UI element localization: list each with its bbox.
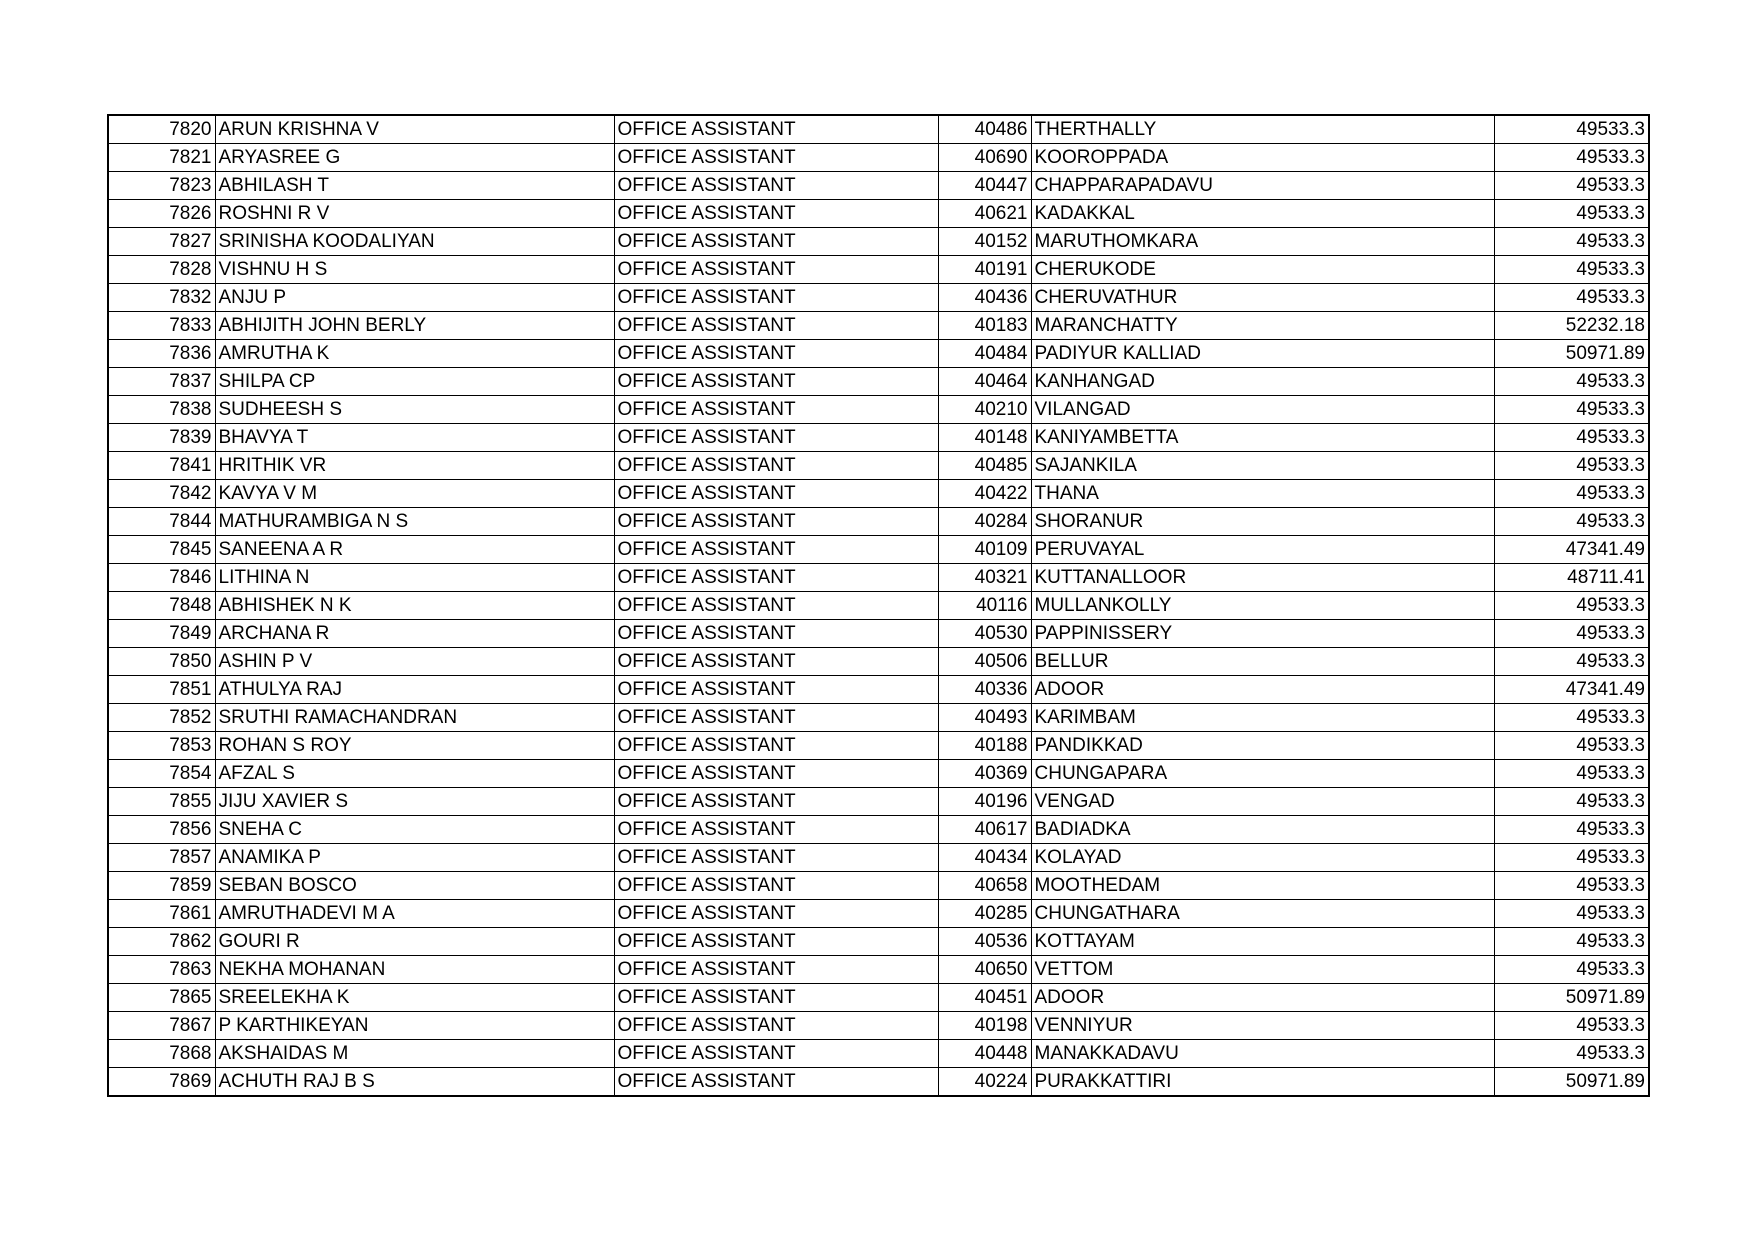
office-code-cell: 40196: [938, 788, 1031, 816]
employee-name-cell: SRUTHI RAMACHANDRAN: [215, 704, 614, 732]
employee-id-cell: 7859: [108, 872, 215, 900]
location-cell: CHUNGATHARA: [1031, 900, 1494, 928]
employee-id-cell: 7863: [108, 956, 215, 984]
employee-name-cell: SREELEKHA K: [215, 984, 614, 1012]
office-code-cell: 40617: [938, 816, 1031, 844]
employee-id-cell: 7837: [108, 368, 215, 396]
employee-id-cell: 7869: [108, 1068, 215, 1097]
location-cell: PURAKKATTIRI: [1031, 1068, 1494, 1097]
office-code-cell: 40198: [938, 1012, 1031, 1040]
designation-cell: OFFICE ASSISTANT: [614, 424, 938, 452]
employee-name-cell: ABHISHEK N K: [215, 592, 614, 620]
table-row: [108, 115, 1649, 144]
amount-cell: 48711.41: [1494, 564, 1649, 592]
employee-name-cell: JIJU XAVIER S: [215, 788, 614, 816]
office-code-cell: 40658: [938, 872, 1031, 900]
employee-id-cell: 7867: [108, 1012, 215, 1040]
table-row: [108, 1040, 1649, 1068]
designation-cell: OFFICE ASSISTANT: [614, 508, 938, 536]
table-row: [108, 480, 1649, 508]
designation-cell: OFFICE ASSISTANT: [614, 704, 938, 732]
designation-cell: OFFICE ASSISTANT: [614, 228, 938, 256]
designation-cell: OFFICE ASSISTANT: [614, 536, 938, 564]
table-row: [108, 592, 1649, 620]
office-code-cell: 40188: [938, 732, 1031, 760]
employee-name-cell: AFZAL S: [215, 760, 614, 788]
designation-cell: OFFICE ASSISTANT: [614, 368, 938, 396]
amount-cell: 47341.49: [1494, 536, 1649, 564]
employee-id-cell: 7853: [108, 732, 215, 760]
designation-cell: OFFICE ASSISTANT: [614, 1040, 938, 1068]
employee-id-cell: 7854: [108, 760, 215, 788]
table-row: [108, 508, 1649, 536]
amount-cell: 49533.3: [1494, 200, 1649, 228]
office-code-cell: 40650: [938, 956, 1031, 984]
location-cell: THANA: [1031, 480, 1494, 508]
employee-name-cell: AMRUTHA K: [215, 340, 614, 368]
office-code-cell: 40451: [938, 984, 1031, 1012]
amount-cell: 50971.89: [1494, 340, 1649, 368]
employee-id-cell: 7850: [108, 648, 215, 676]
designation-cell: OFFICE ASSISTANT: [614, 928, 938, 956]
amount-cell: 52232.18: [1494, 312, 1649, 340]
location-cell: BELLUR: [1031, 648, 1494, 676]
employee-id-cell: 7861: [108, 900, 215, 928]
amount-cell: 49533.3: [1494, 424, 1649, 452]
location-cell: SHORANUR: [1031, 508, 1494, 536]
table-row: [108, 172, 1649, 200]
location-cell: PANDIKKAD: [1031, 732, 1494, 760]
location-cell: VENGAD: [1031, 788, 1494, 816]
location-cell: CHAPPARAPADAVU: [1031, 172, 1494, 200]
amount-cell: 49533.3: [1494, 1040, 1649, 1068]
office-code-cell: 40321: [938, 564, 1031, 592]
amount-cell: 50971.89: [1494, 1068, 1649, 1097]
location-cell: VENNIYUR: [1031, 1012, 1494, 1040]
table-row: [108, 704, 1649, 732]
location-cell: CHERUKODE: [1031, 256, 1494, 284]
location-cell: CHERUVATHUR: [1031, 284, 1494, 312]
designation-cell: OFFICE ASSISTANT: [614, 1012, 938, 1040]
location-cell: KANIYAMBETTA: [1031, 424, 1494, 452]
amount-cell: 49533.3: [1494, 144, 1649, 172]
location-cell: MULLANKOLLY: [1031, 592, 1494, 620]
location-cell: BADIADKA: [1031, 816, 1494, 844]
amount-cell: 49533.3: [1494, 620, 1649, 648]
employee-id-cell: 7839: [108, 424, 215, 452]
office-code-cell: 40448: [938, 1040, 1031, 1068]
employee-id-cell: 7862: [108, 928, 215, 956]
table-row: [108, 312, 1649, 340]
employee-name-cell: P KARTHIKEYAN: [215, 1012, 614, 1040]
employee-name-cell: ROHAN S ROY: [215, 732, 614, 760]
amount-cell: 49533.3: [1494, 844, 1649, 872]
office-code-cell: 40183: [938, 312, 1031, 340]
office-code-cell: 40536: [938, 928, 1031, 956]
location-cell: SAJANKILA: [1031, 452, 1494, 480]
employee-id-cell: 7857: [108, 844, 215, 872]
table-row: [108, 844, 1649, 872]
location-cell: KADAKKAL: [1031, 200, 1494, 228]
amount-cell: 49533.3: [1494, 788, 1649, 816]
designation-cell: OFFICE ASSISTANT: [614, 564, 938, 592]
employee-name-cell: SEBAN BOSCO: [215, 872, 614, 900]
amount-cell: 49533.3: [1494, 284, 1649, 312]
office-code-cell: 40690: [938, 144, 1031, 172]
office-code-cell: 40447: [938, 172, 1031, 200]
employee-name-cell: ROSHNI R V: [215, 200, 614, 228]
amount-cell: 49533.3: [1494, 228, 1649, 256]
location-cell: VILANGAD: [1031, 396, 1494, 424]
employee-name-cell: ANAMIKA P: [215, 844, 614, 872]
employee-name-cell: HRITHIK VR: [215, 452, 614, 480]
table-row: [108, 452, 1649, 480]
amount-cell: 49533.3: [1494, 648, 1649, 676]
office-code-cell: 40530: [938, 620, 1031, 648]
location-cell: VETTOM: [1031, 956, 1494, 984]
employee-name-cell: AMRUTHADEVI M A: [215, 900, 614, 928]
office-code-cell: 40148: [938, 424, 1031, 452]
table-row: [108, 816, 1649, 844]
amount-cell: 49533.3: [1494, 172, 1649, 200]
amount-cell: 49533.3: [1494, 256, 1649, 284]
amount-cell: 49533.3: [1494, 956, 1649, 984]
designation-cell: OFFICE ASSISTANT: [614, 844, 938, 872]
table-row: [108, 228, 1649, 256]
amount-cell: 49533.3: [1494, 480, 1649, 508]
office-code-cell: 40284: [938, 508, 1031, 536]
designation-cell: OFFICE ASSISTANT: [614, 396, 938, 424]
designation-cell: OFFICE ASSISTANT: [614, 144, 938, 172]
designation-cell: OFFICE ASSISTANT: [614, 1068, 938, 1097]
designation-cell: OFFICE ASSISTANT: [614, 620, 938, 648]
office-code-cell: 40486: [938, 115, 1031, 144]
employee-id-cell: 7828: [108, 256, 215, 284]
table-row: [108, 760, 1649, 788]
designation-cell: OFFICE ASSISTANT: [614, 115, 938, 144]
office-code-cell: 40506: [938, 648, 1031, 676]
amount-cell: 49533.3: [1494, 396, 1649, 424]
office-code-cell: 40152: [938, 228, 1031, 256]
employee-id-cell: 7836: [108, 340, 215, 368]
amount-cell: 49533.3: [1494, 508, 1649, 536]
location-cell: ADOOR: [1031, 984, 1494, 1012]
designation-cell: OFFICE ASSISTANT: [614, 676, 938, 704]
table-row: [108, 1012, 1649, 1040]
employee-id-cell: 7865: [108, 984, 215, 1012]
employee-name-cell: ACHUTH RAJ B S: [215, 1068, 614, 1097]
designation-cell: OFFICE ASSISTANT: [614, 732, 938, 760]
employee-id-cell: 7823: [108, 172, 215, 200]
designation-cell: OFFICE ASSISTANT: [614, 984, 938, 1012]
office-code-cell: 40464: [938, 368, 1031, 396]
location-cell: KUTTANALLOOR: [1031, 564, 1494, 592]
table-row: [108, 620, 1649, 648]
designation-cell: OFFICE ASSISTANT: [614, 312, 938, 340]
employee-id-cell: 7848: [108, 592, 215, 620]
location-cell: MOOTHEDAM: [1031, 872, 1494, 900]
employee-name-cell: SNEHA C: [215, 816, 614, 844]
location-cell: PERUVAYAL: [1031, 536, 1494, 564]
employee-id-cell: 7868: [108, 1040, 215, 1068]
location-cell: MANAKKADAVU: [1031, 1040, 1494, 1068]
designation-cell: OFFICE ASSISTANT: [614, 452, 938, 480]
office-code-cell: 40369: [938, 760, 1031, 788]
table-row: [108, 928, 1649, 956]
office-code-cell: 40621: [938, 200, 1031, 228]
employee-id-cell: 7846: [108, 564, 215, 592]
designation-cell: OFFICE ASSISTANT: [614, 788, 938, 816]
amount-cell: 49533.3: [1494, 368, 1649, 396]
designation-cell: OFFICE ASSISTANT: [614, 340, 938, 368]
designation-cell: OFFICE ASSISTANT: [614, 956, 938, 984]
designation-cell: OFFICE ASSISTANT: [614, 172, 938, 200]
office-code-cell: 40434: [938, 844, 1031, 872]
table-row: [108, 732, 1649, 760]
office-code-cell: 40336: [938, 676, 1031, 704]
table-row: [108, 424, 1649, 452]
employee-id-cell: 7851: [108, 676, 215, 704]
location-cell: KANHANGAD: [1031, 368, 1494, 396]
location-cell: KOOROPPADA: [1031, 144, 1494, 172]
amount-cell: 50971.89: [1494, 984, 1649, 1012]
table-row: [108, 676, 1649, 704]
table-row: [108, 256, 1649, 284]
designation-cell: OFFICE ASSISTANT: [614, 816, 938, 844]
table-row: [108, 1068, 1649, 1097]
amount-cell: 49533.3: [1494, 900, 1649, 928]
employee-id-cell: 7849: [108, 620, 215, 648]
designation-cell: OFFICE ASSISTANT: [614, 200, 938, 228]
employee-name-cell: SRINISHA KOODALIYAN: [215, 228, 614, 256]
table-row: [108, 340, 1649, 368]
table-row: [108, 144, 1649, 172]
employee-name-cell: GOURI R: [215, 928, 614, 956]
office-code-cell: 40109: [938, 536, 1031, 564]
designation-cell: OFFICE ASSISTANT: [614, 872, 938, 900]
employee-name-cell: ATHULYA RAJ: [215, 676, 614, 704]
employee-name-cell: VISHNU H S: [215, 256, 614, 284]
location-cell: KARIMBAM: [1031, 704, 1494, 732]
table-row: [108, 900, 1649, 928]
office-code-cell: 40485: [938, 452, 1031, 480]
employee-name-cell: ARCHANA R: [215, 620, 614, 648]
table-row: [108, 956, 1649, 984]
employee-name-cell: SANEENA A R: [215, 536, 614, 564]
table-row: [108, 564, 1649, 592]
employee-name-cell: ABHIJITH JOHN BERLY: [215, 312, 614, 340]
designation-cell: OFFICE ASSISTANT: [614, 480, 938, 508]
office-code-cell: 40484: [938, 340, 1031, 368]
office-code-cell: 40116: [938, 592, 1031, 620]
employee-name-cell: SHILPA CP: [215, 368, 614, 396]
employee-id-cell: 7845: [108, 536, 215, 564]
employee-id-cell: 7855: [108, 788, 215, 816]
designation-cell: OFFICE ASSISTANT: [614, 592, 938, 620]
designation-cell: OFFICE ASSISTANT: [614, 256, 938, 284]
employee-id-cell: 7832: [108, 284, 215, 312]
employee-name-cell: AKSHAIDAS M: [215, 1040, 614, 1068]
designation-cell: OFFICE ASSISTANT: [614, 760, 938, 788]
amount-cell: 49533.3: [1494, 115, 1649, 144]
location-cell: CHUNGAPARA: [1031, 760, 1494, 788]
amount-cell: 49533.3: [1494, 1012, 1649, 1040]
employee-id-cell: 7852: [108, 704, 215, 732]
office-code-cell: 40224: [938, 1068, 1031, 1097]
location-cell: PADIYUR KALLIAD: [1031, 340, 1494, 368]
employee-name-cell: ARYASREE G: [215, 144, 614, 172]
employee-id-cell: 7842: [108, 480, 215, 508]
amount-cell: 49533.3: [1494, 760, 1649, 788]
table-row: [108, 984, 1649, 1012]
employee-id-cell: 7838: [108, 396, 215, 424]
location-cell: MARUTHOMKARA: [1031, 228, 1494, 256]
office-code-cell: 40285: [938, 900, 1031, 928]
amount-cell: 49533.3: [1494, 592, 1649, 620]
office-code-cell: 40493: [938, 704, 1031, 732]
amount-cell: 49533.3: [1494, 732, 1649, 760]
employee-id-cell: 7820: [108, 115, 215, 144]
location-cell: KOLAYAD: [1031, 844, 1494, 872]
employee-table: [107, 114, 1650, 1097]
location-cell: KOTTAYAM: [1031, 928, 1494, 956]
table-row: [108, 536, 1649, 564]
table-row: [108, 648, 1649, 676]
table-row: [108, 200, 1649, 228]
employee-name-cell: SUDHEESH S: [215, 396, 614, 424]
amount-cell: 49533.3: [1494, 816, 1649, 844]
employee-id-cell: 7827: [108, 228, 215, 256]
employee-name-cell: ANJU P: [215, 284, 614, 312]
designation-cell: OFFICE ASSISTANT: [614, 648, 938, 676]
table-row: [108, 396, 1649, 424]
employee-table-body: [108, 115, 1649, 1096]
amount-cell: 49533.3: [1494, 928, 1649, 956]
employee-name-cell: ASHIN P V: [215, 648, 614, 676]
designation-cell: OFFICE ASSISTANT: [614, 900, 938, 928]
office-code-cell: 40191: [938, 256, 1031, 284]
employee-id-cell: 7833: [108, 312, 215, 340]
amount-cell: 49533.3: [1494, 872, 1649, 900]
employee-id-cell: 7821: [108, 144, 215, 172]
employee-id-cell: 7844: [108, 508, 215, 536]
amount-cell: 47341.49: [1494, 676, 1649, 704]
table-row: [108, 788, 1649, 816]
designation-cell: OFFICE ASSISTANT: [614, 284, 938, 312]
employee-name-cell: NEKHA MOHANAN: [215, 956, 614, 984]
employee-id-cell: 7826: [108, 200, 215, 228]
amount-cell: 49533.3: [1494, 704, 1649, 732]
employee-id-cell: 7841: [108, 452, 215, 480]
table-row: [108, 284, 1649, 312]
office-code-cell: 40422: [938, 480, 1031, 508]
office-code-cell: 40210: [938, 396, 1031, 424]
table-row: [108, 872, 1649, 900]
employee-name-cell: ARUN KRISHNA V: [215, 115, 614, 144]
employee-name-cell: MATHURAMBIGA N S: [215, 508, 614, 536]
location-cell: ADOOR: [1031, 676, 1494, 704]
location-cell: PAPPINISSERY: [1031, 620, 1494, 648]
employee-name-cell: KAVYA V M: [215, 480, 614, 508]
office-code-cell: 40436: [938, 284, 1031, 312]
employee-name-cell: BHAVYA T: [215, 424, 614, 452]
location-cell: THERTHALLY: [1031, 115, 1494, 144]
employee-id-cell: 7856: [108, 816, 215, 844]
amount-cell: 49533.3: [1494, 452, 1649, 480]
employee-name-cell: LITHINA N: [215, 564, 614, 592]
location-cell: MARANCHATTY: [1031, 312, 1494, 340]
employee-name-cell: ABHILASH T: [215, 172, 614, 200]
table-row: [108, 368, 1649, 396]
